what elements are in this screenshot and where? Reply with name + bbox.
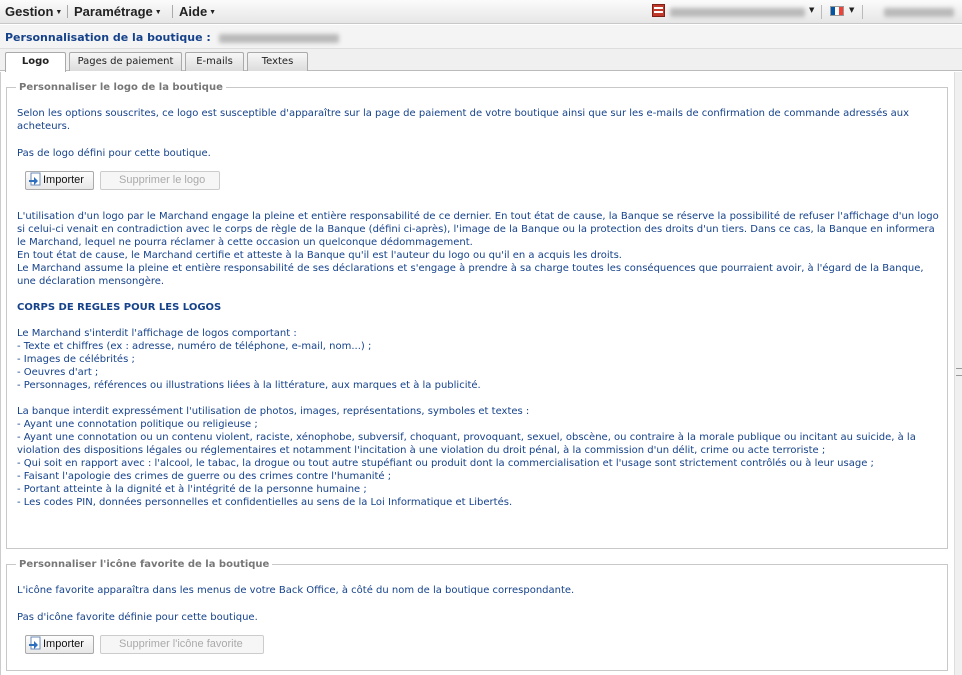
page-header: [0, 25, 962, 49]
menu-divider: [172, 5, 173, 18]
logo-section: [6, 82, 948, 549]
vertical-scrollbar[interactable]: [954, 72, 962, 675]
import-icon: [28, 636, 41, 650]
merchant-rules-text: Le Marchand s'interdit l'affichage de logos comportant : - Texte et chiffres (ex : adresse, numéro de téléphone, e-mail, nom...) ; - Images de célébrités ; - Oeuvres d'art ; - Personnages, références ou illustrations liées à la littérature, aux marques et à la publicité.: [17, 328, 481, 391]
tab-content: [0, 72, 954, 675]
delete-logo-label: Supprimer le logo: [119, 174, 206, 186]
import-favicon-label: Importer: [43, 638, 84, 650]
user-menu[interactable]: [884, 7, 954, 20]
tab-textes-label: Textes: [261, 56, 294, 67]
import-logo-button[interactable]: [25, 171, 94, 190]
tab-logo[interactable]: [5, 52, 66, 72]
delete-logo-button[interactable]: [100, 171, 220, 190]
merchant-selector[interactable]: [670, 7, 805, 20]
menu-parametrage[interactable]: [74, 4, 162, 19]
menu-parametrage-label: Paramétrage: [74, 4, 153, 19]
shop-icon: [652, 4, 665, 17]
tab-textes[interactable]: [247, 52, 308, 71]
menu-divider: [862, 5, 863, 19]
tab-pages-de-paiement[interactable]: [69, 52, 182, 71]
favicon-intro-text: L'icône favorite apparaîtra dans les menus de votre Back Office, à côté du nom de la boutique correspondante.: [17, 585, 575, 596]
import-icon: [28, 172, 41, 186]
favicon-section-legend: Personnaliser l'icône favorite de la boutique: [16, 559, 272, 570]
chevron-down-icon[interactable]: ▼: [849, 6, 855, 14]
flag-fr-icon[interactable]: [830, 6, 844, 16]
bank-rules-text: La banque interdit expressément l'utilisation de photos, images, représentations, symboles et textes : - Ayant une connotation politique ou religieuse ; - Ayant une connotation ou un contenu violent, raciste, xénophobe, subversif, choquant, provoquant, sexuel, obscène, ou contraire à la morale publique ou incitant au suicide, à la violation des dispositions légales ou réglementaires et notamment l'incitation à une violation du droit pénal, à la commission d'un délit, crime ou acte terroriste ; - Qui soit en rapport avec : l'alcool, le tabac, la drogue ou tout autre stupéfiant ou produit dont la commercialisation et l'usage sont strictement contrôlés ou à leur usage ; - Faisant l'apologie des crimes de guerre ou des crimes contre l'humanité ; - Portant atteinte à la dignité et à l'intégrité de la personne humaine ; - Les codes PIN, données personnelles et confidentielles au sens de la Loi Informatique et Libertés.: [17, 406, 916, 508]
chevron-down-icon: ▼: [154, 9, 162, 17]
menu-divider: [821, 5, 822, 19]
rules-title: CORPS DE REGLES POUR LES LOGOS: [17, 302, 222, 313]
favicon-section: [6, 559, 948, 671]
menu-divider: [67, 5, 68, 18]
tab-pages-label: Pages de paiement: [77, 56, 174, 67]
page-title: [5, 31, 339, 44]
logo-section-legend: Personnaliser le logo de la boutique: [16, 82, 226, 93]
delete-favicon-label: Supprimer l'icône favorite: [119, 638, 243, 650]
chevron-down-icon: ▼: [209, 9, 217, 17]
favicon-status-text: Pas d'icône favorite définie pour cette boutique.: [17, 612, 258, 623]
menu-aide[interactable]: [179, 4, 216, 19]
import-logo-label: Importer: [43, 174, 84, 186]
tab-emails[interactable]: [185, 52, 244, 71]
page-title-label: Personnalisation de la boutique :: [5, 31, 211, 44]
delete-favicon-button[interactable]: [100, 635, 264, 654]
responsibility-text: L'utilisation d'un logo par le Marchand engage la pleine et entière responsabilité de ce dernier. En tout état de cause, la Banque se réserve la possibilité de refuser l'affichage d'un logo si celui-ci venait en contradiction avec le corps de règle de la Banque (défini ci-après), l'image de la Banque ou la protection des droits d'un tiers. Dans ce cas, la Banque en informera le Marchand, lequel ne pourra réclamer à cette occasion un quelconque dédommagement. En tout état de cause, le Marchand certifie et atteste à la Banque qu'il est l'auteur du logo ou qu'il en a acquis les droits. Le Marchand assume la pleine et entière responsabilité de ses déclarations et s'engage à prendre à sa charge toutes les conséquences que pourraient avoir, à l'égard de la Banque, une déclaration mensongère.: [17, 211, 939, 287]
tab-logo-label: Logo: [21, 56, 50, 67]
chevron-down-icon[interactable]: ▼: [809, 6, 815, 14]
shop-name: [219, 34, 339, 43]
tab-bar: [0, 49, 962, 71]
menu-gestion-label: Gestion: [5, 4, 54, 19]
top-menu-bar: [0, 0, 962, 24]
import-favicon-button[interactable]: [25, 635, 94, 654]
scroll-grip[interactable]: [956, 368, 962, 376]
menu-aide-label: Aide: [179, 4, 208, 19]
logo-status-text: Pas de logo défini pour cette boutique.: [17, 148, 211, 159]
menu-gestion[interactable]: [5, 4, 62, 19]
tab-emails-label: E-mails: [196, 56, 233, 67]
logo-intro-text: Selon les options souscrites, ce logo est susceptible d'apparaître sur la page de paiement de votre boutique ainsi que sur les e-mails de confirmation de commande adressés aux acheteurs.: [17, 108, 913, 132]
chevron-down-icon: ▼: [55, 9, 63, 17]
